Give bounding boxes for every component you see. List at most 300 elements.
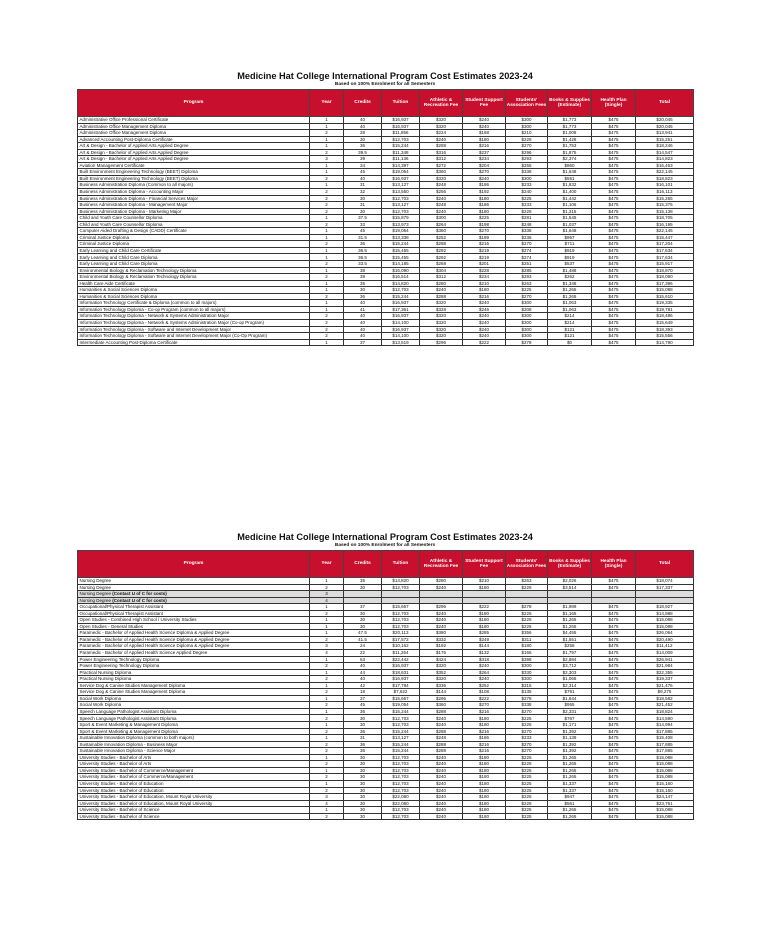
value-cell: $475 (592, 695, 636, 702)
value-cell: $240 (420, 767, 463, 774)
value-cell: 1 (310, 780, 344, 787)
value-cell: $14,790 (636, 339, 694, 346)
value-cell: $475 (592, 780, 636, 787)
value-cell: 1 (310, 182, 344, 189)
value-cell: $12,703 (382, 813, 420, 820)
value-cell: $281 (506, 215, 548, 222)
value-cell: 42 (344, 682, 382, 689)
value-cell: $18,823 (636, 175, 694, 182)
value-cell: 31.5 (344, 234, 382, 241)
value-cell: $475 (592, 333, 636, 340)
value-cell: 41 (344, 306, 382, 313)
column-header: Students' Association Fees (506, 551, 548, 578)
value-cell: $249 (463, 636, 506, 643)
value-cell: $240 (420, 136, 463, 143)
value-cell: $320 (420, 175, 463, 182)
value-cell: 1 (310, 136, 344, 143)
value-cell: 2 (310, 149, 344, 156)
value-cell: $475 (592, 708, 636, 715)
value-cell: $14,009 (636, 650, 694, 657)
value-cell: $210 (463, 578, 506, 585)
program-cell: Power Engineering Technology Diploma (78, 663, 310, 670)
value-cell: $475 (592, 676, 636, 683)
value-cell: $398 (506, 656, 548, 663)
value-cell: $1,989 (548, 604, 592, 611)
value-cell: $12,703 (382, 195, 420, 202)
value-cell: $1,165 (548, 610, 592, 617)
value-cell: 3 (310, 794, 344, 801)
value-cell: $1,545 (548, 215, 592, 222)
value-cell: $1,392 (548, 748, 592, 755)
value-cell: $1,139 (548, 735, 592, 742)
cost-table-page-2 (77, 532, 693, 820)
value-cell: $225 (506, 800, 548, 807)
value-cell: $17,572 (382, 636, 420, 643)
value-cell: 39.5 (344, 149, 382, 156)
value-cell: 1 (310, 578, 344, 585)
program-cell: Built Environment Engineering Technology (BEET) Diploma (78, 175, 310, 182)
value-cell: $475 (592, 306, 636, 313)
value-cell: $225 (463, 215, 506, 222)
value-cell: $300 (420, 215, 463, 222)
value-cell: $21,452 (636, 702, 694, 709)
value-cell: $13,973 (382, 221, 420, 228)
value-cell: 40 (344, 117, 382, 124)
value-cell: $180 (463, 807, 506, 814)
value-cell: $240 (420, 780, 463, 787)
value-cell: $475 (592, 787, 636, 794)
value-cell: 1 (310, 669, 344, 676)
value-cell: $216 (463, 143, 506, 150)
table-header-row (78, 90, 694, 117)
value-cell: $300 (506, 117, 548, 124)
value-cell: $475 (592, 682, 636, 689)
value-cell: 40 (344, 676, 382, 683)
value-cell: $338 (506, 228, 548, 235)
value-cell: 30 (344, 584, 382, 591)
value-cell: $1,063 (548, 306, 592, 313)
value-cell: $240 (463, 333, 506, 340)
value-cell: $285 (506, 267, 548, 274)
value-cell: $240 (420, 800, 463, 807)
value-cell: $296 (420, 339, 463, 346)
value-cell: $189 (463, 234, 506, 241)
value-cell: $251 (506, 261, 548, 268)
value-cell: $475 (592, 794, 636, 801)
value-cell: 33 (344, 221, 382, 228)
value-cell: $240 (420, 761, 463, 768)
value-cell: 2 (310, 584, 344, 591)
value-cell: $135 (506, 689, 548, 696)
program-cell: Practical Nursing Diploma (78, 676, 310, 683)
value-cell: $15,160 (636, 780, 694, 787)
program-cell: Speech Language Pathologist Assistant Diploma (78, 715, 310, 722)
value-cell: $14,100 (382, 333, 420, 340)
value-cell: $14,547 (636, 149, 694, 156)
value-cell: $1,392 (548, 728, 592, 735)
value-cell: $12,703 (382, 715, 420, 722)
program-cell: Sport & Event Marketing & Management Diploma (78, 728, 310, 735)
value-cell: $561 (548, 800, 592, 807)
value-cell: $225 (506, 807, 548, 814)
value-cell: 30 (344, 715, 382, 722)
value-cell: $20,113 (382, 630, 420, 637)
value-cell: 2 (310, 326, 344, 333)
value-cell: 40 (344, 300, 382, 307)
value-cell: 1 (310, 287, 344, 294)
value-cell: $225 (506, 761, 548, 768)
value-cell: 36.5 (344, 247, 382, 254)
value-cell: 30 (344, 287, 382, 294)
value-cell: $14,820 (382, 578, 420, 585)
value-cell: $22,442 (382, 656, 420, 663)
value-cell: $274 (506, 254, 548, 261)
value-cell: 40 (344, 123, 382, 130)
value-cell: $919 (548, 247, 592, 254)
value-cell: 41.5 (344, 636, 382, 643)
value-cell: $475 (592, 617, 636, 624)
value-cell: $180 (463, 287, 506, 294)
value-cell: 3 (310, 591, 344, 598)
value-cell: $475 (592, 274, 636, 281)
value-cell: $767 (548, 715, 592, 722)
program-cell: Power Engineering Technology Diploma (78, 656, 310, 663)
value-cell: $240 (463, 663, 506, 670)
column-header: Program (78, 90, 310, 117)
value-cell: $12,703 (382, 767, 420, 774)
value-cell: $300 (506, 175, 548, 182)
value-cell: 36.5 (344, 254, 382, 261)
value-cell: $13,338 (382, 234, 420, 241)
value-cell: 30 (344, 623, 382, 630)
value-cell: $320 (420, 300, 463, 307)
value-cell: 2 (310, 189, 344, 196)
value-cell: $192 (420, 643, 463, 650)
value-cell: $180 (463, 767, 506, 774)
value-cell: $475 (592, 169, 636, 176)
value-cell: $475 (592, 774, 636, 781)
value-cell: 31 (344, 735, 382, 742)
value-cell: 4 (310, 597, 344, 604)
value-cell: 37 (344, 695, 382, 702)
value-cell: $121 (548, 326, 592, 333)
value-cell: $360 (420, 169, 463, 176)
value-cell: $165 (506, 650, 548, 657)
value-cell: $1,797 (548, 650, 592, 657)
value-cell: 36 (344, 728, 382, 735)
value-cell: $192 (463, 189, 506, 196)
value-cell: $15,244 (382, 241, 420, 248)
value-cell: $320 (420, 319, 463, 326)
value-cell: 30 (344, 807, 382, 814)
value-cell: 30 (344, 787, 382, 794)
value-cell: $222 (463, 339, 506, 346)
value-cell: 1 (310, 767, 344, 774)
value-cell: $15,088 (636, 807, 694, 814)
program-cell: University Studies - Bachelor of Science (78, 813, 310, 820)
value-cell: $551 (548, 175, 592, 182)
value-cell: $475 (592, 748, 636, 755)
value-cell: $475 (592, 754, 636, 761)
value-cell: $225 (506, 287, 548, 294)
value-cell: $1,065 (548, 676, 592, 683)
value-cell: $24,147 (636, 794, 694, 801)
value-cell: 35 (344, 280, 382, 287)
program-cell: University Studies - Bachelor of Education, Mount Royal University (78, 800, 310, 807)
value-cell: $240 (420, 195, 463, 202)
value-cell: $270 (506, 748, 548, 755)
value-cell: $225 (506, 754, 548, 761)
value-cell: $15,375 (636, 202, 694, 209)
value-cell: $352 (420, 669, 463, 676)
value-cell: $15,251 (636, 136, 694, 143)
column-header: Credits (344, 551, 382, 578)
value-cell: $270 (506, 241, 548, 248)
value-cell: $225 (506, 787, 548, 794)
value-cell: $12,703 (382, 617, 420, 624)
value-cell: 47.5 (344, 630, 382, 637)
value-cell: $1,265 (548, 293, 592, 300)
value-cell: $26,941 (636, 656, 694, 663)
program-cell: University Studies - Bachelor of Arts (78, 761, 310, 768)
column-header: Program (78, 551, 310, 578)
value-cell: 18 (344, 689, 382, 696)
value-cell: 39 (344, 274, 382, 281)
value-cell: 40 (344, 319, 382, 326)
program-cell: Nursing Degree (Contact U of C for costs) (78, 591, 310, 598)
value-cell: $132 (463, 650, 506, 657)
value-cell: $18,927 (636, 604, 694, 611)
value-cell: 1 (310, 735, 344, 742)
value-cell: $240 (463, 175, 506, 182)
value-cell: $210 (463, 280, 506, 287)
value-cell: 2 (310, 261, 344, 268)
value-cell: $1,648 (548, 228, 592, 235)
value-cell: $475 (592, 162, 636, 169)
value-cell: $1,442 (548, 195, 592, 202)
value-cell: 36 (344, 708, 382, 715)
value-cell: $19,054 (382, 169, 420, 176)
value-cell: $475 (592, 130, 636, 137)
value-cell: $1,265 (548, 287, 592, 294)
value-cell: $320 (420, 676, 463, 683)
value-cell: $11,856 (382, 130, 420, 137)
value-cell: $23,761 (636, 800, 694, 807)
program-cell: Built Environment Engineering Technology (BEET) Diploma (78, 169, 310, 176)
value-cell: $15,879 (382, 215, 420, 222)
program-cell: Speech Language Pathologist Assistant Diploma (78, 708, 310, 715)
value-cell: $300 (506, 123, 548, 130)
value-cell: $475 (592, 143, 636, 150)
value-cell: $16,937 (382, 300, 420, 307)
value-cell: 30 (344, 774, 382, 781)
value-cell: 28 (344, 130, 382, 137)
value-cell: $15,088 (636, 287, 694, 294)
program-cell: Social Work Diploma (78, 695, 310, 702)
value-cell: $1,753 (548, 143, 592, 150)
value-cell: $15,610 (636, 293, 694, 300)
value-cell: $475 (592, 123, 636, 130)
value-cell: $292 (420, 254, 463, 261)
value-cell: 1 (310, 254, 344, 261)
value-cell: $475 (592, 241, 636, 248)
value-cell: $233 (506, 182, 548, 189)
value-cell: $14,823 (636, 156, 694, 163)
value-cell: $280 (420, 578, 463, 585)
value-cell: $475 (592, 156, 636, 163)
program-cell: Information Technology Diploma - Network & Systems Administration Major (Co-op Program) (78, 319, 310, 326)
value-cell: $7,622 (382, 689, 420, 696)
program-cell: Computer Aided Drafting & Design (CADD) Certificate (78, 228, 310, 235)
value-cell: $15,455 (382, 254, 420, 261)
value-cell: 30 (344, 136, 382, 143)
value-cell: 2 (310, 702, 344, 709)
program-cell: University Studies - Bachelor of Education (78, 780, 310, 787)
value-cell: $186 (463, 182, 506, 189)
value-cell: $475 (592, 189, 636, 196)
program-cell: Early Learning and Child Care Diploma (78, 254, 310, 261)
value-cell: 2 (310, 774, 344, 781)
value-cell: $270 (463, 228, 506, 235)
column-header: Total (636, 90, 694, 117)
value-cell: $12,703 (382, 584, 420, 591)
value-cell: 1 (310, 623, 344, 630)
value-cell: 40 (344, 175, 382, 182)
value-cell: $1,265 (548, 623, 592, 630)
value-cell: 31 (344, 202, 382, 209)
value-cell: $21,984 (636, 663, 694, 670)
program-cell: Service Dog & Canine Studies Management Diploma (78, 689, 310, 696)
program-cell: Information Technology Certificate & Diploma (common to all majors) (78, 300, 310, 307)
value-cell: $296 (506, 149, 548, 156)
column-header: Athletic & Recreation Fee (420, 90, 463, 117)
value-cell: $1,265 (548, 767, 592, 774)
value-cell: $16,113 (636, 189, 694, 196)
value-cell: $216 (463, 741, 506, 748)
value-cell: $285 (463, 630, 506, 637)
program-cell: Art & Design - Bachelor of Applied Arts Applied Degree (78, 143, 310, 150)
program-cell: Intermediate Accounting Post-Diploma Certificate (78, 339, 310, 346)
value-cell: $225 (506, 208, 548, 215)
program-cell: Child and Youth Care Counsellor Diploma (78, 221, 310, 228)
value-cell: $300 (506, 326, 548, 333)
value-cell: $121 (548, 333, 592, 340)
value-cell: $475 (592, 761, 636, 768)
value-cell: 30 (344, 813, 382, 820)
value-cell: $248 (506, 221, 548, 228)
value-cell: 1 (310, 656, 344, 663)
program-cell: Sustainable Innovation Diploma (common to both majors) (78, 735, 310, 742)
value-cell: $14,994 (636, 722, 694, 729)
program-cell: Social Work Diploma (78, 702, 310, 709)
value-cell: $225 (506, 722, 548, 729)
value-cell: $240 (463, 319, 506, 326)
program-cell: Information Technology Diploma - Co-op Program (common to all majors) (78, 306, 310, 313)
value-cell: $234 (463, 156, 506, 163)
value-cell: $475 (592, 254, 636, 261)
value-cell: $216 (463, 728, 506, 735)
program-cell: Information Technology Diploma - Software and Internet Development Major (78, 326, 310, 333)
value-cell: $16,463 (636, 162, 694, 169)
value-cell: 33.5 (344, 261, 382, 268)
value-cell: 2 (310, 676, 344, 683)
program-cell: Child and Youth Care Counsellor Diploma (78, 215, 310, 222)
table-body (78, 578, 694, 820)
value-cell: $198 (463, 221, 506, 228)
value-cell: $304 (420, 267, 463, 274)
value-cell: $214 (548, 319, 592, 326)
program-cell: Aviation Management Certificate (78, 162, 310, 169)
value-cell: $18,246 (636, 143, 694, 150)
value-cell: $11,136 (382, 156, 420, 163)
column-header: Student Support Fee (463, 551, 506, 578)
value-cell: $280 (420, 280, 463, 287)
program-cell: Business Administration Diploma - Accounting Major (78, 189, 310, 196)
value-cell: $475 (592, 208, 636, 215)
program-cell: Occupational/Physical Therapist Assistant (78, 610, 310, 617)
value-cell: $222 (463, 695, 506, 702)
program-cell: University Studies - Bachelor of Education (78, 787, 310, 794)
value-cell: $320 (420, 326, 463, 333)
value-cell: $225 (506, 774, 548, 781)
value-cell: $12,703 (382, 623, 420, 630)
value-cell: 2 (310, 241, 344, 248)
program-cell: Service Dog & Canine Studies Management Diploma (78, 682, 310, 689)
value-cell: $1,832 (548, 182, 592, 189)
program-cell: Information Technology Diploma - Software and Internet Development Major (Co-Op Program) (78, 333, 310, 340)
value-cell: $475 (592, 182, 636, 189)
value-cell: $270 (506, 293, 548, 300)
value-cell: $1,106 (548, 202, 592, 209)
column-header: Student Support Fee (463, 90, 506, 117)
value-cell: $475 (592, 215, 636, 222)
value-cell: 1 (310, 267, 344, 274)
value-cell: $475 (592, 663, 636, 670)
value-cell: $11,348 (382, 149, 420, 156)
value-cell: $14,590 (636, 715, 694, 722)
value-cell: $225 (506, 623, 548, 630)
value-cell: $860 (548, 162, 592, 169)
value-cell: $17,885 (636, 748, 694, 755)
value-cell: $14,185 (382, 261, 420, 268)
value-cell: $1,400 (548, 189, 592, 196)
value-cell: $300 (506, 300, 548, 307)
value-cell: $10,162 (382, 643, 420, 650)
value-cell: $252 (420, 234, 463, 241)
program-cell: Administrative Office Management Diploma (78, 130, 310, 137)
value-cell: $18,582 (636, 695, 694, 702)
value-cell: $475 (592, 287, 636, 294)
value-cell: 1 (310, 617, 344, 624)
value-cell: $475 (592, 800, 636, 807)
value-cell: $312 (420, 156, 463, 163)
cost-table-page-1 (77, 71, 693, 346)
value-cell: $475 (592, 669, 636, 676)
value-cell: $0 (548, 339, 592, 346)
value-cell: $16,937 (382, 676, 420, 683)
value-cell: $315 (506, 682, 548, 689)
value-cell: $278 (506, 604, 548, 611)
value-cell: $15,556 (636, 333, 694, 340)
program-cell: Business Administration Diploma - Management Major (78, 202, 310, 209)
value-cell: $18,393 (636, 326, 694, 333)
value-cell: $475 (592, 722, 636, 729)
value-cell: 37 (344, 604, 382, 611)
value-cell: 1 (310, 234, 344, 241)
column-header: Year (310, 90, 344, 117)
value-cell: $180 (463, 617, 506, 624)
value-cell: $255 (506, 162, 548, 169)
